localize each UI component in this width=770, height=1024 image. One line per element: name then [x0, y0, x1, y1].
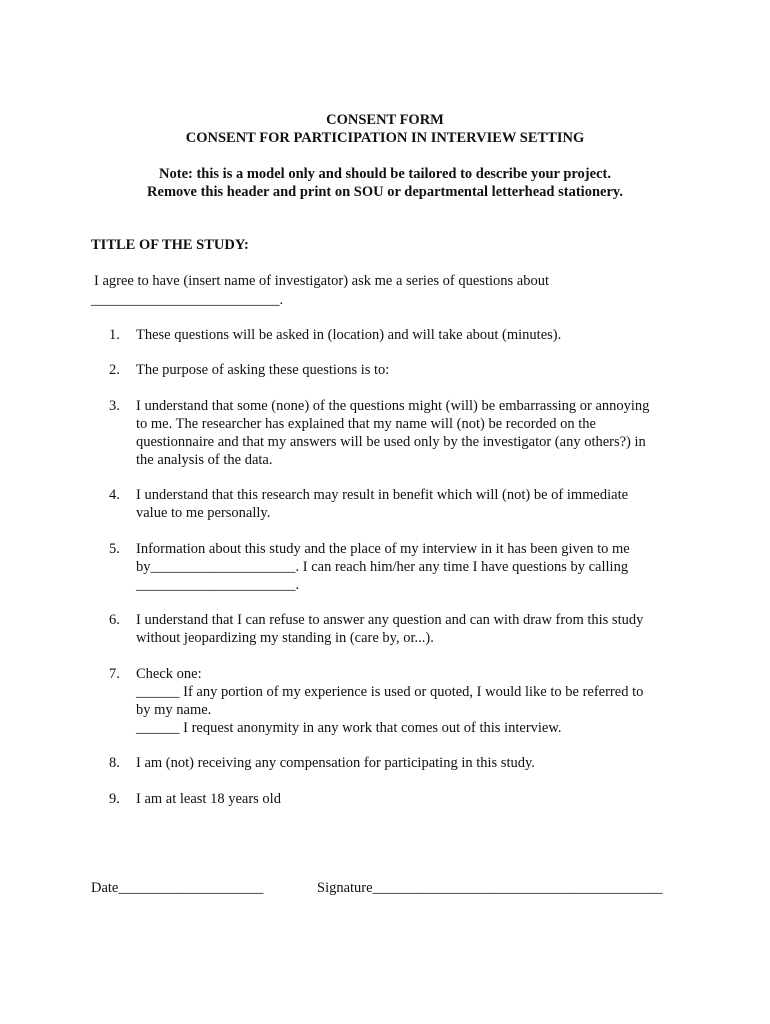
- check-option-anonymous: ______ I request anonymity in any work that comes out of this interview.: [136, 720, 562, 736]
- list-item-text: The purpose of asking these questions is to:: [136, 362, 390, 378]
- list-item-number: 2.: [109, 362, 120, 378]
- list-item-text: I understand that some (none) of the questions might (will) be embarrassing or annoying: [136, 398, 650, 414]
- template-note-line-2: Remove this header and print on SOU or departmental letterhead stationery.: [147, 184, 623, 200]
- list-item: [109, 790, 689, 808]
- list-item-text: I understand that I can refuse to answer any question and can with draw from this study: [136, 612, 644, 628]
- list-item-text: I am (not) receiving any compensation for participating in this study.: [136, 755, 535, 771]
- list-item-number: 6.: [109, 612, 120, 628]
- list-item-number: 8.: [109, 755, 120, 771]
- study-title-label: TITLE OF THE STUDY:: [91, 237, 249, 253]
- check-option-named: ______ If any portion of my experience is used or quoted, I would like to be referred to: [136, 684, 644, 700]
- list-item-text: ______________________.: [136, 577, 300, 593]
- list-item-text: Check one:: [136, 666, 202, 682]
- list-item-text: the analysis of the data.: [136, 452, 273, 468]
- list-item-text: questionnaire and that my answers will be used only by the investigator (any others?) in: [136, 434, 646, 450]
- list-item: [109, 486, 689, 522]
- list-item: [109, 361, 689, 379]
- list-item: [109, 326, 689, 344]
- list-item-text: by my name.: [136, 702, 212, 718]
- list-item-text: These questions will be asked in (location) and will take about (minutes).: [136, 327, 562, 343]
- list-item-text: value to me personally.: [136, 505, 271, 521]
- template-note-line-1: Note: this is a model only and should be tailored to describe your project.: [159, 166, 611, 182]
- form-title: CONSENT FORM: [326, 112, 444, 128]
- list-item: [109, 754, 689, 772]
- signature-field: Signature________________________________________: [317, 880, 663, 896]
- date-field: Date____________________: [91, 880, 264, 896]
- intro-blank-line: __________________________.: [91, 292, 284, 308]
- intro-paragraph: [91, 272, 691, 310]
- form-subtitle: CONSENT FOR PARTICIPATION IN INTERVIEW SETTING: [185, 130, 585, 146]
- list-item-number: 4.: [109, 487, 120, 503]
- list-item: [109, 665, 689, 737]
- list-item-number: 5.: [109, 541, 120, 557]
- list-item-text: to me. The researcher has explained that my name will (not) be recorded on the: [136, 416, 596, 432]
- list-item-text: Information about this study and the place of my interview in it has been given to me: [136, 541, 630, 557]
- list-item-text: I understand that this research may result in benefit which will (not) be of immediate: [136, 487, 629, 503]
- list-item-number: 9.: [109, 791, 120, 807]
- list-item-text: by____________________. I can reach him/her any time I have questions by calling: [136, 559, 629, 575]
- list-item-text: without jeopardizing my standing in (care by, or...).: [136, 630, 434, 646]
- list-item-text: I am at least 18 years old: [136, 791, 281, 807]
- list-item: [109, 397, 689, 469]
- list-item: [109, 611, 689, 647]
- list-item-number: 3.: [109, 398, 120, 414]
- intro-line-1: I agree to have (insert name of investigator) ask me a series of questions about: [94, 273, 549, 289]
- list-item-number: 7.: [109, 666, 120, 682]
- list-item-number: 1.: [109, 327, 120, 343]
- list-item: [109, 540, 689, 594]
